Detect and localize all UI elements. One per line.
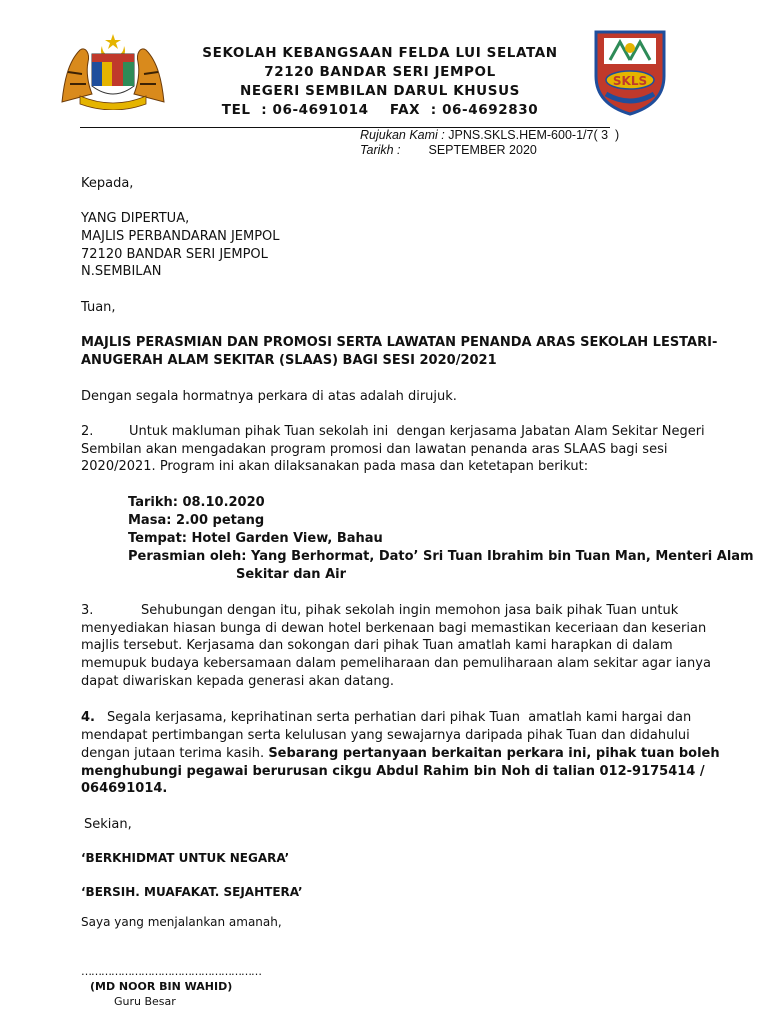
para3-line-5: dapat diwariskan kepada generasi akan datang. (81, 674, 394, 689)
para2-line-1 (81, 423, 705, 441)
school-letterhead (180, 44, 580, 120)
subject-line-2: ANUGERAH ALAM SEKITAR (SLAAS) BAGI SESI 2020/2021 (81, 353, 497, 368)
para4-line-1 (81, 709, 691, 727)
para4-text-1: Segala kerjasama, keprihatinan serta perhatian dari pihak Tuan amatlah kami hargai dan (107, 710, 692, 725)
recipient-title: YANG DIPERTUA, (81, 211, 190, 226)
event-time: Masa: 2.00 petang (128, 513, 265, 528)
recipient-organization: MAJLIS PERBANDARAN JEMPOL (81, 229, 280, 244)
para2-line-2: Sembilan akan mengadakan program promosi dan lawatan penanda aras SLAAS bagi sesi (81, 442, 668, 457)
para3-line-3: majlis tersebut. Kerjasama dan sokongan dari pihak Tuan amatlah kami harapkan di dalam (81, 638, 673, 653)
reference-label: Rujukan Kami : (360, 128, 445, 142)
para4-text-3-bold: Sebarang pertanyaan berkaitan perkara ini, pihak tuan boleh (268, 746, 720, 761)
para2-line-3: 2020/2021. Program ini akan dilaksanakan pada masa dan ketetapan berikut: (81, 459, 589, 474)
school-postcode-city: 72120 BANDAR SERI JEMPOL (264, 64, 496, 80)
para4-number: 4. (81, 710, 95, 725)
event-date: Tarikh: 08.10.2020 (128, 495, 265, 510)
kepada-label: Kepada, (81, 176, 134, 191)
motto-1: ‘BERKHIDMAT UNTUK NEGARA’ (81, 851, 290, 865)
event-officiated-by: Perasmian oleh: Yang Berhormat, Dato’ Sri Tuan Ibrahim bin Tuan Man, Menteri Alam (128, 549, 754, 564)
closing-sekian: Sekian, (84, 817, 132, 832)
para4-text-3-plain: dengan jutaan terima kasih. (81, 746, 269, 761)
para4-line-5: 064691014. (81, 781, 168, 796)
school-state: NEGERI SEMBILAN DARUL KHUSUS (240, 83, 520, 99)
signatory-title: Guru Besar (114, 995, 176, 1008)
letter-date (360, 143, 537, 157)
school-badge-text: SKLS (612, 74, 648, 88)
school-badge-logo (590, 24, 670, 116)
para3-line-2: menyediakan hiasan bunga di dewan hotel berkenaan bagi memastikan keceriaan dan keserian (81, 621, 707, 636)
signature-line: ……………………………………………… (81, 965, 261, 978)
recipient-city: 72120 BANDAR SERI JEMPOL (81, 247, 268, 262)
school-contact: TEL : 06-4691014 FAX : 06-4692830 (221, 102, 539, 118)
reference-value: JPNS.SKLS.HEM-600-1/7( 3 ) (448, 128, 620, 142)
para3-line-1 (81, 602, 678, 620)
para2-text-1: Untuk makluman pihak Tuan sekolah ini dengan kerjasama Jabatan Alam Sekitar Negeri (129, 424, 705, 439)
para4-line-2: mendapat pertimbangan serta kelulusan yang sewajarnya daripada pihak Tuan dan didahului (81, 728, 690, 743)
para3-number: 3. (81, 603, 94, 618)
para4-line-4: menghubungi pegawai berurusan cikgu Abdul Rahim bin Noh di talian 012-9175414 / (81, 764, 705, 779)
reference-number (360, 128, 619, 142)
motto-2: ‘BERSIH. MUAFAKAT. SEJAHTERA’ (81, 885, 303, 899)
signatory-name: (MD NOOR BIN WAHID) (90, 980, 233, 993)
recipient-state: N.SEMBILAN (81, 264, 162, 279)
para3-text-1: Sehubungan dengan itu, pihak sekolah ingin memohon jasa baik pihak Tuan untuk (141, 603, 679, 618)
school-name: SEKOLAH KEBANGSAAN FELDA LUI SELATAN (202, 45, 558, 61)
national-crest-logo (58, 32, 168, 110)
date-label: Tarikh : (360, 143, 401, 157)
closing-trust: Saya yang menjalankan amanah, (81, 915, 282, 929)
event-officiated-by-cont: Sekitar dan Air (236, 567, 346, 582)
greeting: Tuan, (81, 300, 116, 315)
subject-line-1: MAJLIS PERASMIAN DAN PROMOSI SERTA LAWATAN PENANDA ARAS SEKOLAH LESTARI- (81, 335, 718, 350)
event-venue: Tempat: Hotel Garden View, Bahau (128, 531, 383, 546)
para4-line-3 (81, 745, 720, 763)
intro-paragraph: Dengan segala hormatnya perkara di atas adalah dirujuk. (81, 389, 457, 404)
para3-line-4: memupuk budaya kebersamaan dalam pemeliharaan dan pemuliharaan alam sekitar agar ianya (81, 656, 711, 671)
date-value: SEPTEMBER 2020 (428, 143, 537, 157)
para2-number: 2. (81, 424, 94, 439)
